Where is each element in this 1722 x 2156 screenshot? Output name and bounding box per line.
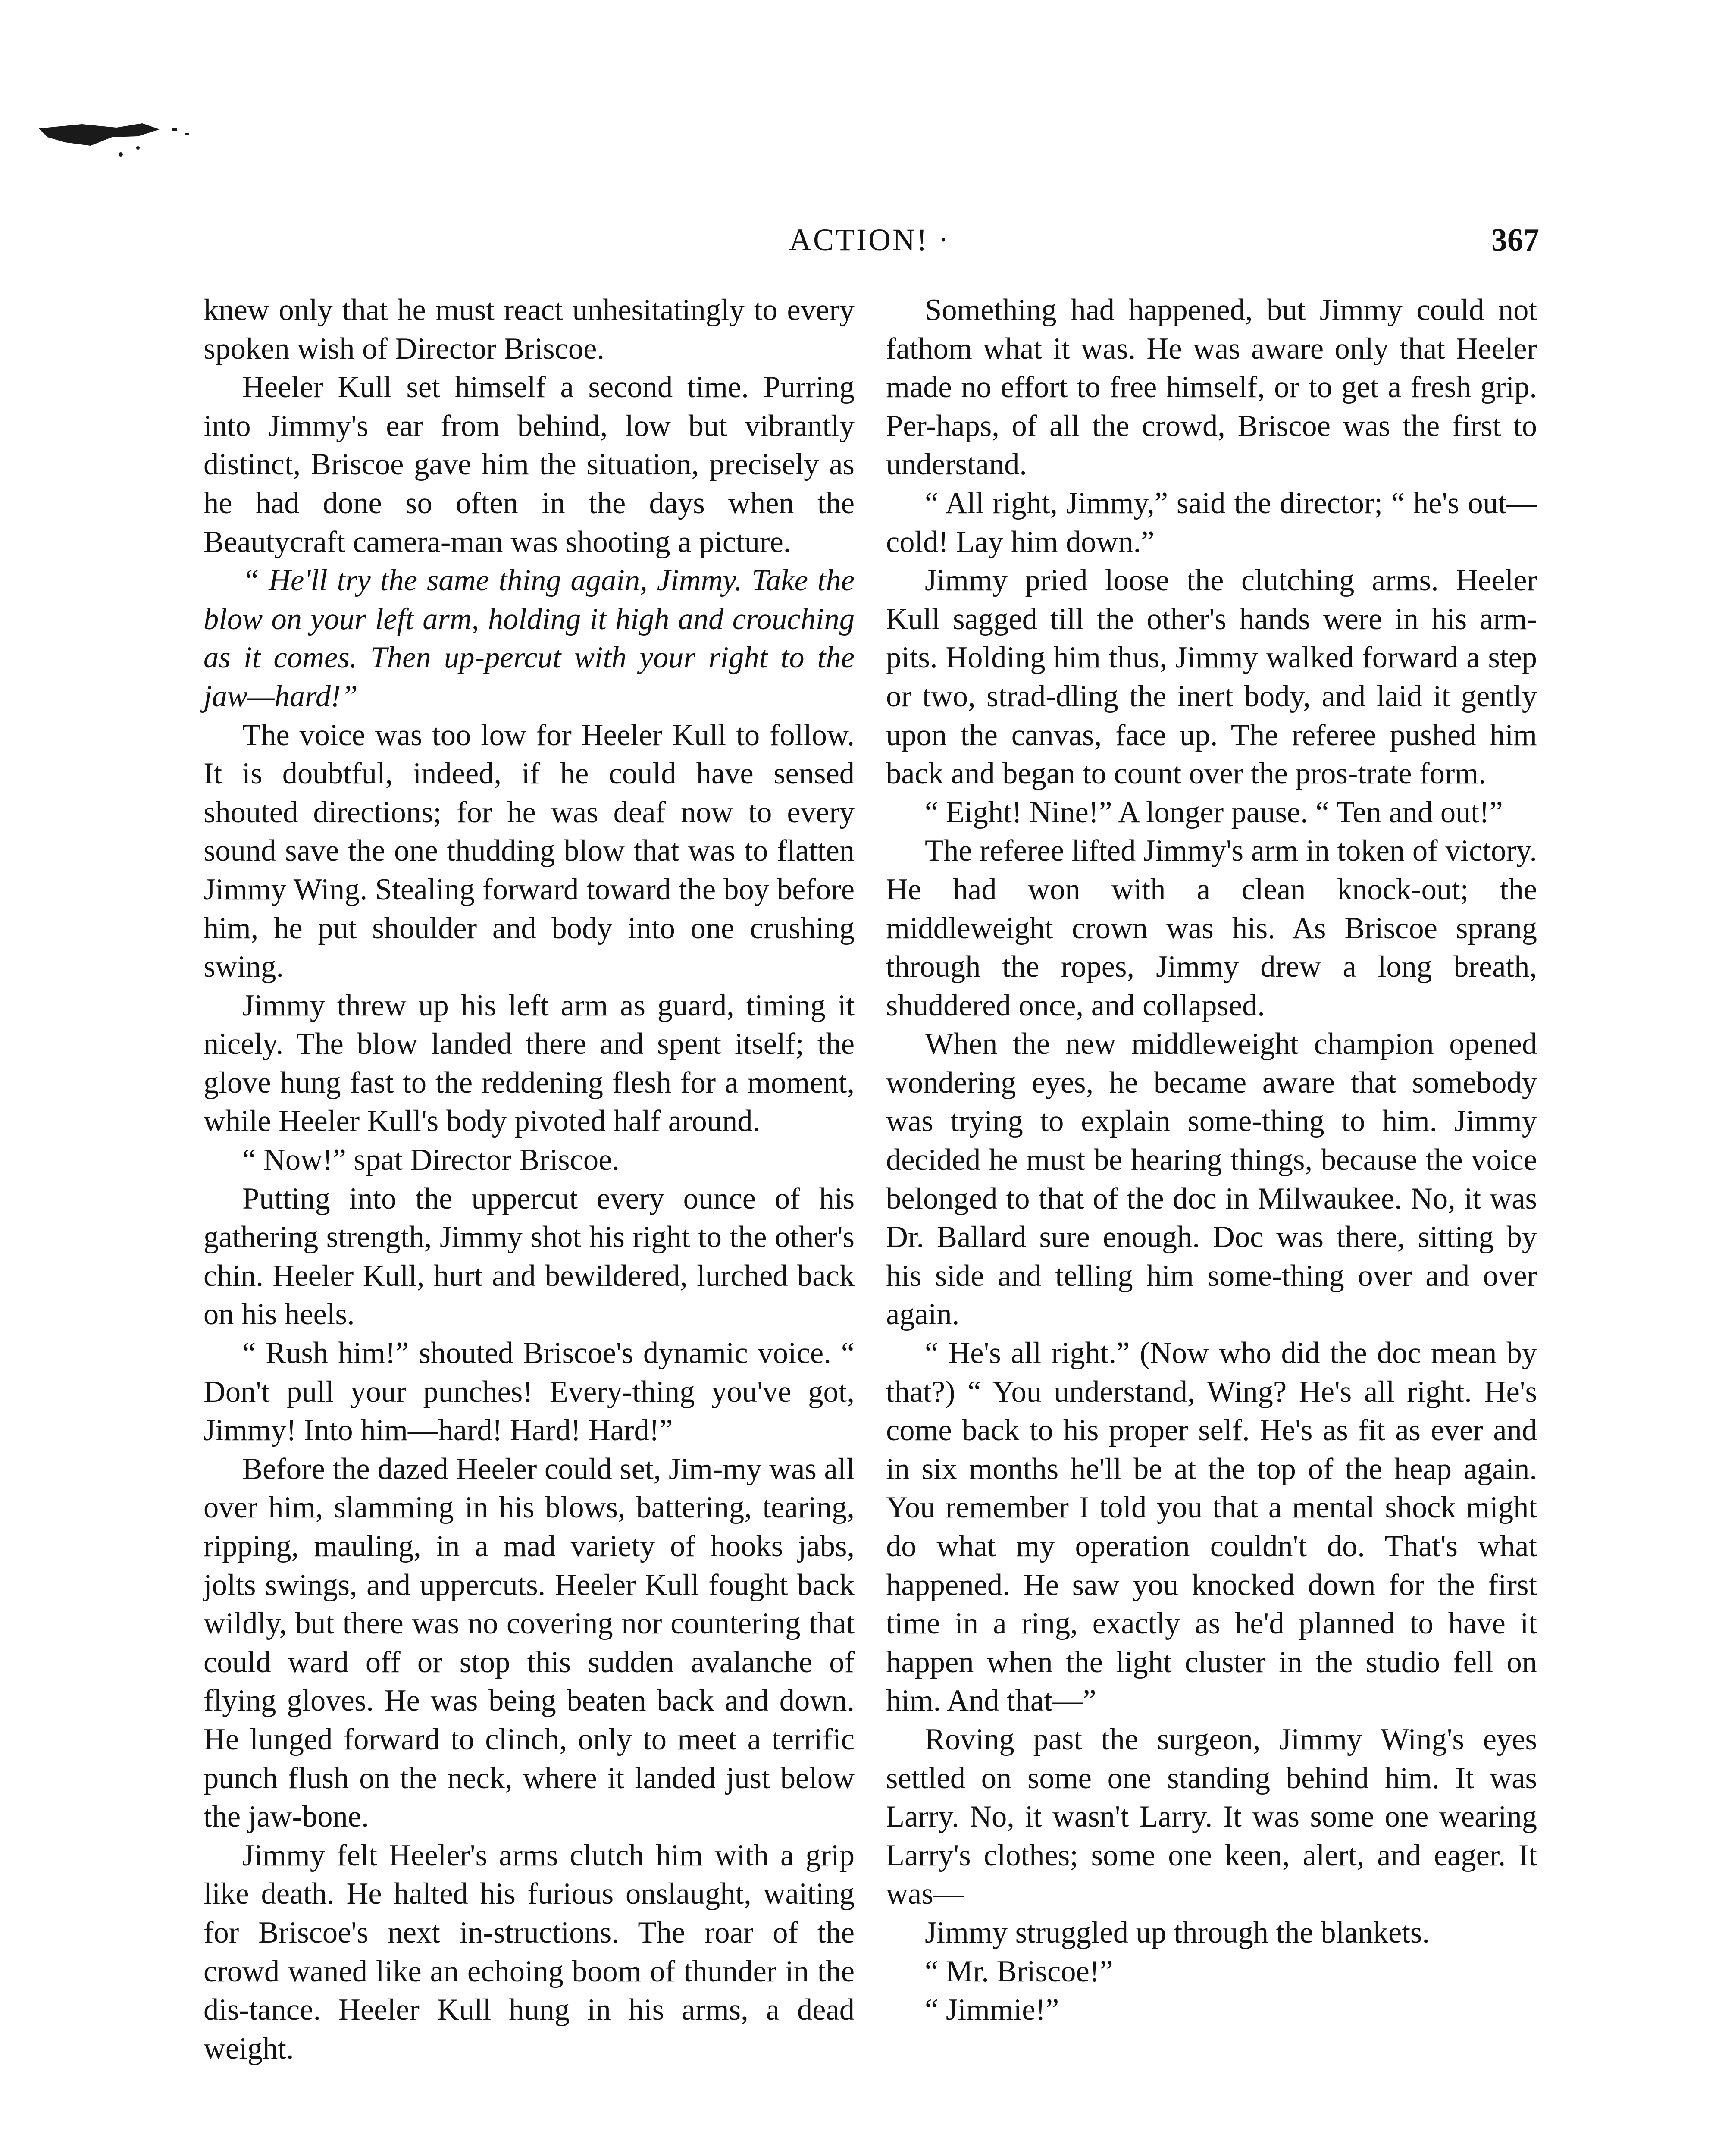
paragraph: Jimmy felt Heeler's arms clutch him with a grip like death. He halted his furious onslaught, waiting for Briscoe's next in-structions. The roar of the crowd waned like an echoing boom of thunder in the dis-tance. Heeler Kull hung in his arms, a dead weight.	[204, 1838, 855, 2065]
paragraph: Putting into the uppercut every ounce of his gathering strength, Jimmy shot his right to the other's chin. Heeler Kull, hurt and bewildered, lurched back on his heels.	[204, 1181, 855, 1332]
paragraph: Jimmy threw up his left arm as guard, timing it nicely. The blow landed there and spent itself; the glove hung fast to the reddening flesh for a moment, while Heeler Kull's body pivoted half around.	[204, 988, 855, 1138]
paragraph: Roving past the surgeon, Jimmy Wing's eyes settled on some one standing behind him. It was Larry. No, it wasn't Larry. It was some one wearing Larry's clothes; some one keen, alert, and eager. It was—	[886, 1722, 1537, 1911]
paragraph: “ Rush him!” shouted Briscoe's dynamic voice. “ Don't pull your punches! Every-thing you've got, Jimmy! Into him—hard! Hard! Hard!”	[204, 1336, 855, 1448]
paragraph: The referee lifted Jimmy's arm in token of victory. He had won with a clean knock-out; the middleweight crown was his. As Briscoe sprang through the ropes, Jimmy drew a long breath, shuddered once, and collapsed.	[886, 834, 1537, 1022]
paragraph: “ Now!” spat Director Briscoe.	[242, 1143, 620, 1177]
paragraph: Jimmy struggled up through the blankets.	[925, 1915, 1430, 1949]
ink-smudge	[30, 111, 194, 172]
page-header	[203, 222, 1539, 265]
paragraph: Before the dazed Heeler could set, Jim-my was all over him, slamming in his blows, battering, tearing, ripping, mauling, in a mad variety of hooks jabs, jolts swings, and uppercuts. Heeler Kull fought back wildly, but there was no covering nor countering that could ward off or stop this sudden avalanche of flying gloves. He was being beaten back and down. He lunged forward to clinch, only to meet a terrific punch flush on the neck, where it landed just below the jaw-bone.	[204, 1452, 855, 1834]
paragraph: The voice was too low for Heeler Kull to follow. It is doubtful, indeed, if he could have sensed shouted directions; for he was deaf now to every sound save the one thudding blow that was to flatten Jimmy Wing. Stealing forward toward the boy before him, he put shoulder and body into one crushing swing.	[204, 718, 855, 984]
paragraph: Jimmy pried loose the clutching arms. Heeler Kull sagged till the other's hands were in his arm-pits. Holding him thus, Jimmy walked forward a step or two, strad-dling the inert body, and laid it gently upon the canvas, face up. The referee pushed him back and began to count over the pros-trate form.	[886, 564, 1537, 791]
paragraph: “ He'll try the same thing again, Jimmy. Take the blow on your left arm, holding it high and crouching as it comes. Then up-percut with your right to the jaw—hard!”	[204, 564, 855, 713]
running-title: ACTION! ·	[789, 222, 950, 257]
paragraph: “ All right, Jimmy,” said the director; “ he's out—cold! Lay him down.”	[886, 486, 1537, 559]
paragraph: “ Jimmie!”	[925, 1993, 1059, 2027]
left-column	[204, 291, 855, 2068]
right-column	[886, 291, 1537, 2030]
paragraph: “ Mr. Briscoe!”	[925, 1954, 1113, 1988]
paragraph: “ Eight! Nine!” A longer pause. “ Ten and out!”	[925, 795, 1503, 829]
paragraph: knew only that he must react unhesitatingly to every spoken wish of Director Briscoe.	[204, 293, 855, 366]
paragraph: “ He's all right.” (Now who did the doc mean by that?) “ You understand, Wing? He's all right. He's come back to his proper self. He's as fit as ever and in six months he'll be at the top of the heap again. You remember I told you that a mental shock might do what my operation couldn't do. That's what happened. He saw you knocked down for the first time in a ring, exactly as he'd planned to have it happen when the light cluster in the studio fell on him. And that—”	[886, 1336, 1537, 1718]
paragraph: Heeler Kull set himself a second time. Purring into Jimmy's ear from behind, low but vibrantly distinct, Briscoe gave him the situation, precisely as he had done so often in the days when the Beautycraft camera-man was shooting a picture.	[204, 370, 855, 559]
paragraph: Something had happened, but Jimmy could not fathom what it was. He was aware only that Heeler made no effort to free himself, or to get a fresh grip. Per-haps, of all the crowd, Briscoe was the first to understand.	[886, 293, 1537, 482]
paragraph: When the new middleweight champion opened wondering eyes, he became aware that somebody was trying to explain some-thing to him. Jimmy decided he must be hearing things, because the voice belonged to that of the doc in Milwaukee. No, it was Dr. Ballard sure enough. Doc was there, sitting by his side and telling him some-thing over and over again.	[886, 1027, 1537, 1332]
page-number: 367	[1491, 222, 1539, 258]
